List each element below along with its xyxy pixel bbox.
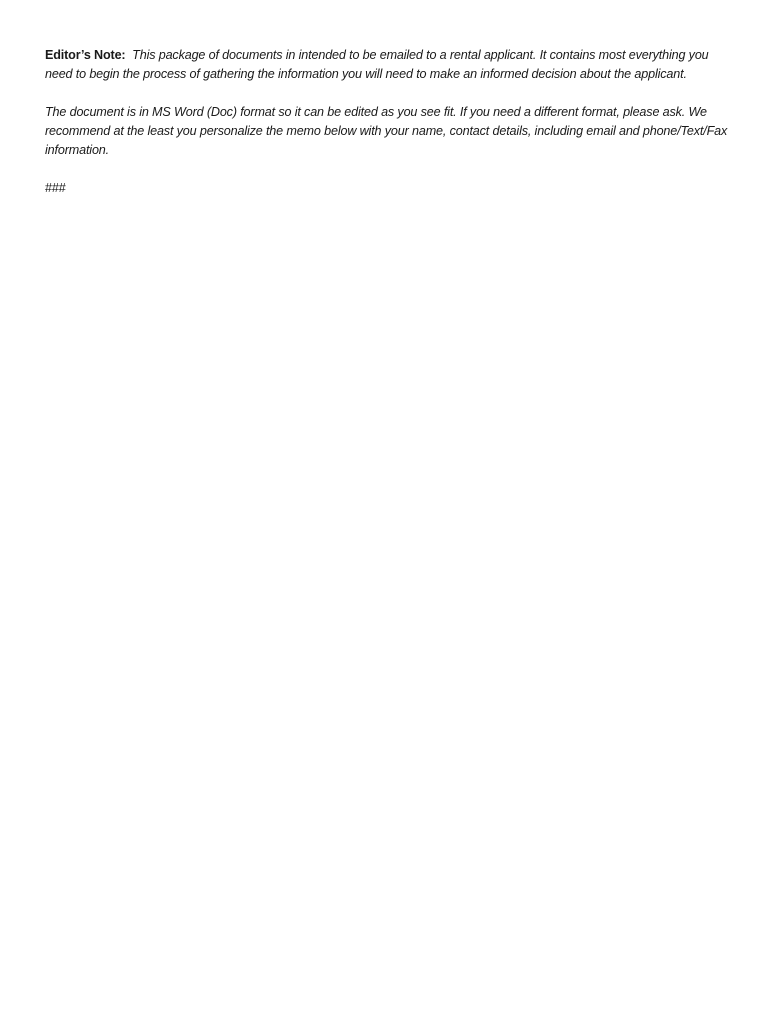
end-mark: ###: [45, 181, 66, 195]
editors-note-paragraph: [45, 46, 735, 84]
format-note-paragraph: The document is in MS Word (Doc) format so it can be edited as you see fit. If you need a different format, please ask. We recommend at the least you personalize the memo below with your name, contact details, including email and phone/Text/Fax information.: [45, 105, 728, 157]
editors-note-text: This package of documents in intended to be emailed to a rental applicant. It contains most everything you need to begin the process of gathering the information you will need to make an informed decision about the applicant.: [45, 48, 709, 81]
document-body: [45, 46, 735, 198]
editors-note-label: Editor’s Note:: [45, 48, 126, 62]
